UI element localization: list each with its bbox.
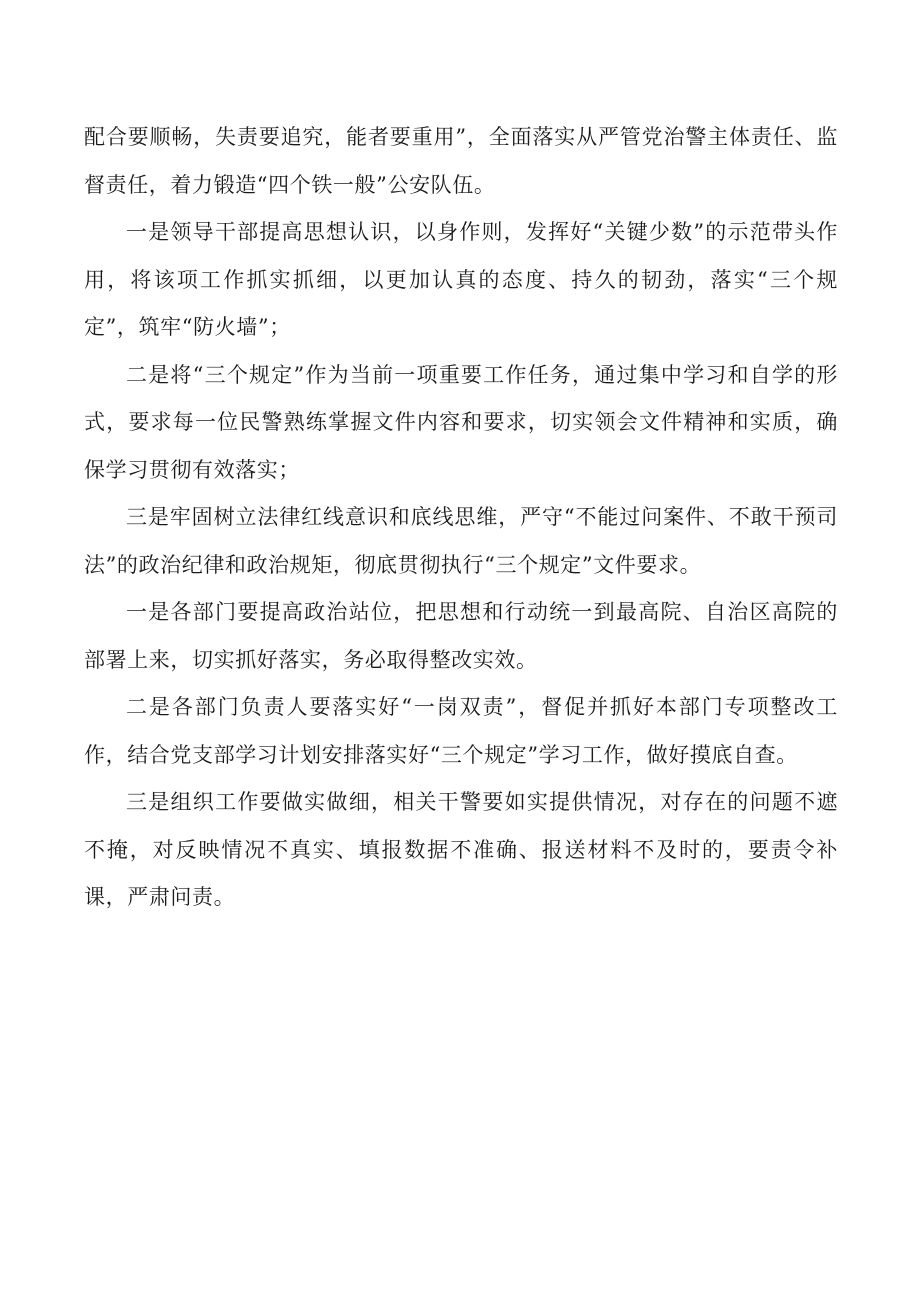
paragraph-study-task: 二是将“三个规定”作为当前一项重要工作任务，通过集中学习和自学的形式，要求每一位民警熟练掌握文件内容和要求，切实领会文件精神和实质，确保学习贯彻有效落实； <box>84 362 838 482</box>
paragraph-continuation: 配合要顺畅，失责要追究，能者要重用”，全面落实从严管党治警主体责任、监督责任，着力锻造“四个铁一般”公安队伍。 <box>84 125 838 197</box>
paragraph-political-stance: 一是各部门要提高政治站位，把思想和行动统一到最高院、自治区高院的部署上来，切实抓好落实，务必取得整改实效。 <box>84 600 838 672</box>
document-body <box>84 114 838 922</box>
paragraph-organization-work: 三是组织工作要做实做细，相关干警要如实提供情况，对存在的问题不遮不掩，对反映情况不真实、填报数据不准确、报送材料不及时的，要责令补课，严肃问责。 <box>84 790 838 909</box>
paragraph-legal-redline: 三是牢固树立法律红线意识和底线思维，严守“不能过问案件、不敢干预司法”的政治纪律和政治规矩，彻底贯彻执行“三个规定”文件要求。 <box>84 505 838 577</box>
paragraph-leader-awareness: 一是领导干部提高思想认识，以身作则，发挥好“关键少数”的示范带头作用，将该项工作抓实抓细，以更加认真的态度、持久的韧劲，落实“三个规定”，筑牢“防火墙”； <box>84 220 838 339</box>
paragraph-dual-responsibility: 二是各部门负责人要落实好“一岗双责”，督促并抓好本部门专项整改工作，结合党支部学习计划安排落实好“三个规定”学习工作，做好摸底自查。 <box>84 695 838 767</box>
